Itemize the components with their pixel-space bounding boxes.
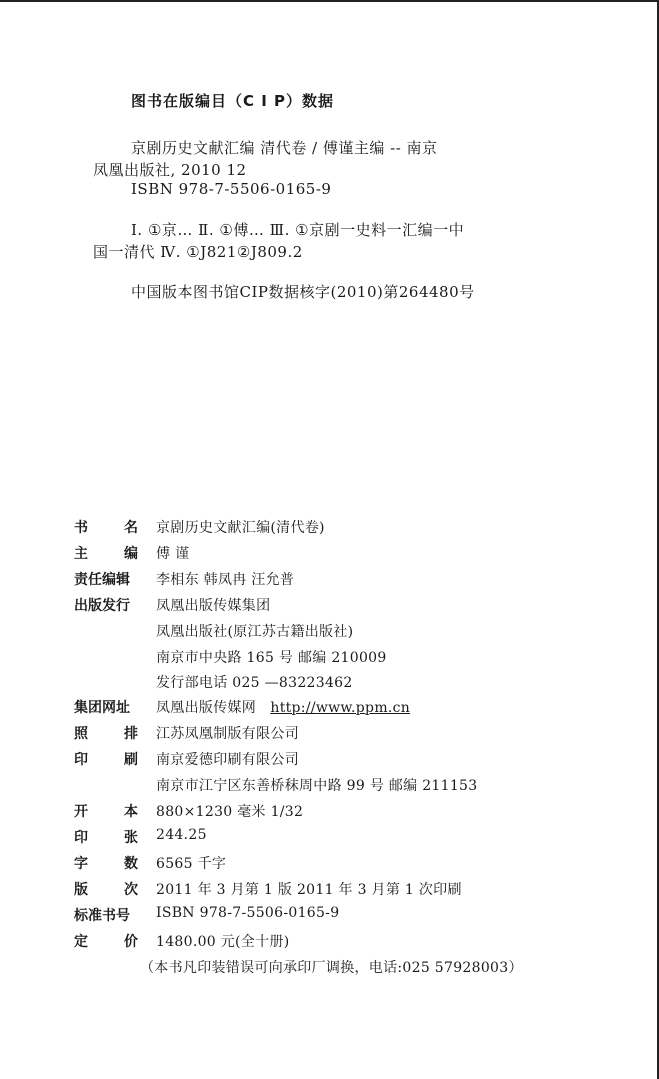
info-value-responsible-editor: 李相东 韩凤冉 汪允普 — [156, 572, 295, 588]
info-value-publisher: 凤凰出版传媒集团 — [156, 598, 271, 614]
info-value-book-name: 京剧历史文献汇编(清代卷) — [156, 520, 325, 536]
info-label: 标准书号 — [74, 908, 130, 924]
info-value-isbn: ISBN 978-7-5506-0165-9 — [156, 905, 340, 921]
info-value-words: 6565 千字 — [156, 856, 227, 872]
info-value-printing: 南京爱德印刷有限公司 — [156, 752, 299, 768]
cip-line-6: 中国版本图书馆CIP数据核字(2010)第264480号 — [131, 283, 475, 301]
info-value-format: 880×1230 毫米 1/32 — [156, 804, 304, 820]
printing-address: 南京市江宁区东善桥秣周中路 99 号 邮编 211153 — [156, 778, 478, 794]
info-value-edition: 2011 年 3 月第 1 版 2011 年 3 月第 1 次印刷 — [156, 882, 462, 898]
cip-title: 图书在版编目（C I P）数据 — [131, 92, 335, 110]
info-label: 照 排 — [74, 726, 138, 742]
website-prefix: 凤凰出版传媒网 — [156, 700, 257, 716]
info-value-website — [156, 697, 410, 717]
info-label: 开 本 — [74, 804, 138, 820]
info-label: 印 张 — [74, 830, 138, 846]
publisher-phone: 发行部电话 025 —83223462 — [156, 675, 353, 691]
website-link[interactable]: http://www.ppm.cn — [270, 700, 411, 716]
cip-line-4: Ⅰ. ①京… Ⅱ. ①傅… Ⅲ. ①京剧一史料一汇编一中 — [131, 221, 465, 239]
info-label: 出版发行 — [74, 598, 130, 614]
cip-line-2: 凤凰出版社, 2010 12 — [93, 161, 247, 179]
cip-line-5: 国一清代 Ⅳ. ①J821②J809.2 — [93, 243, 303, 261]
publisher-line-2: 凤凰出版社(原江苏古籍出版社) — [156, 624, 354, 640]
replacement-notice: （本书凡印装错误可向承印厂调换，电话:025 57928003） — [140, 960, 523, 976]
info-label: 版 次 — [74, 882, 138, 898]
info-label: 责任编辑 — [74, 572, 130, 588]
info-label: 定 价 — [74, 934, 138, 950]
info-label: 印 刷 — [74, 752, 138, 768]
publisher-address: 南京市中央路 165 号 邮编 210009 — [156, 650, 387, 666]
cip-line-3: ISBN 978-7-5506-0165-9 — [131, 180, 332, 198]
info-label: 主 编 — [74, 546, 138, 562]
info-value-typesetting: 江苏凤凰制版有限公司 — [156, 726, 299, 742]
info-value-editor: 傅 谨 — [156, 546, 190, 562]
info-label: 字 数 — [74, 856, 138, 872]
cip-line-1: 京剧历史文献汇编 清代卷 / 傅谨主编 -- 南京 — [131, 139, 438, 157]
info-label: 书 名 — [74, 520, 138, 536]
info-value-sheets: 244.25 — [156, 827, 207, 843]
info-label: 集团网址 — [74, 700, 130, 716]
page-top-border — [0, 0, 659, 2]
info-value-price: 1480.00 元(全十册) — [156, 934, 290, 950]
